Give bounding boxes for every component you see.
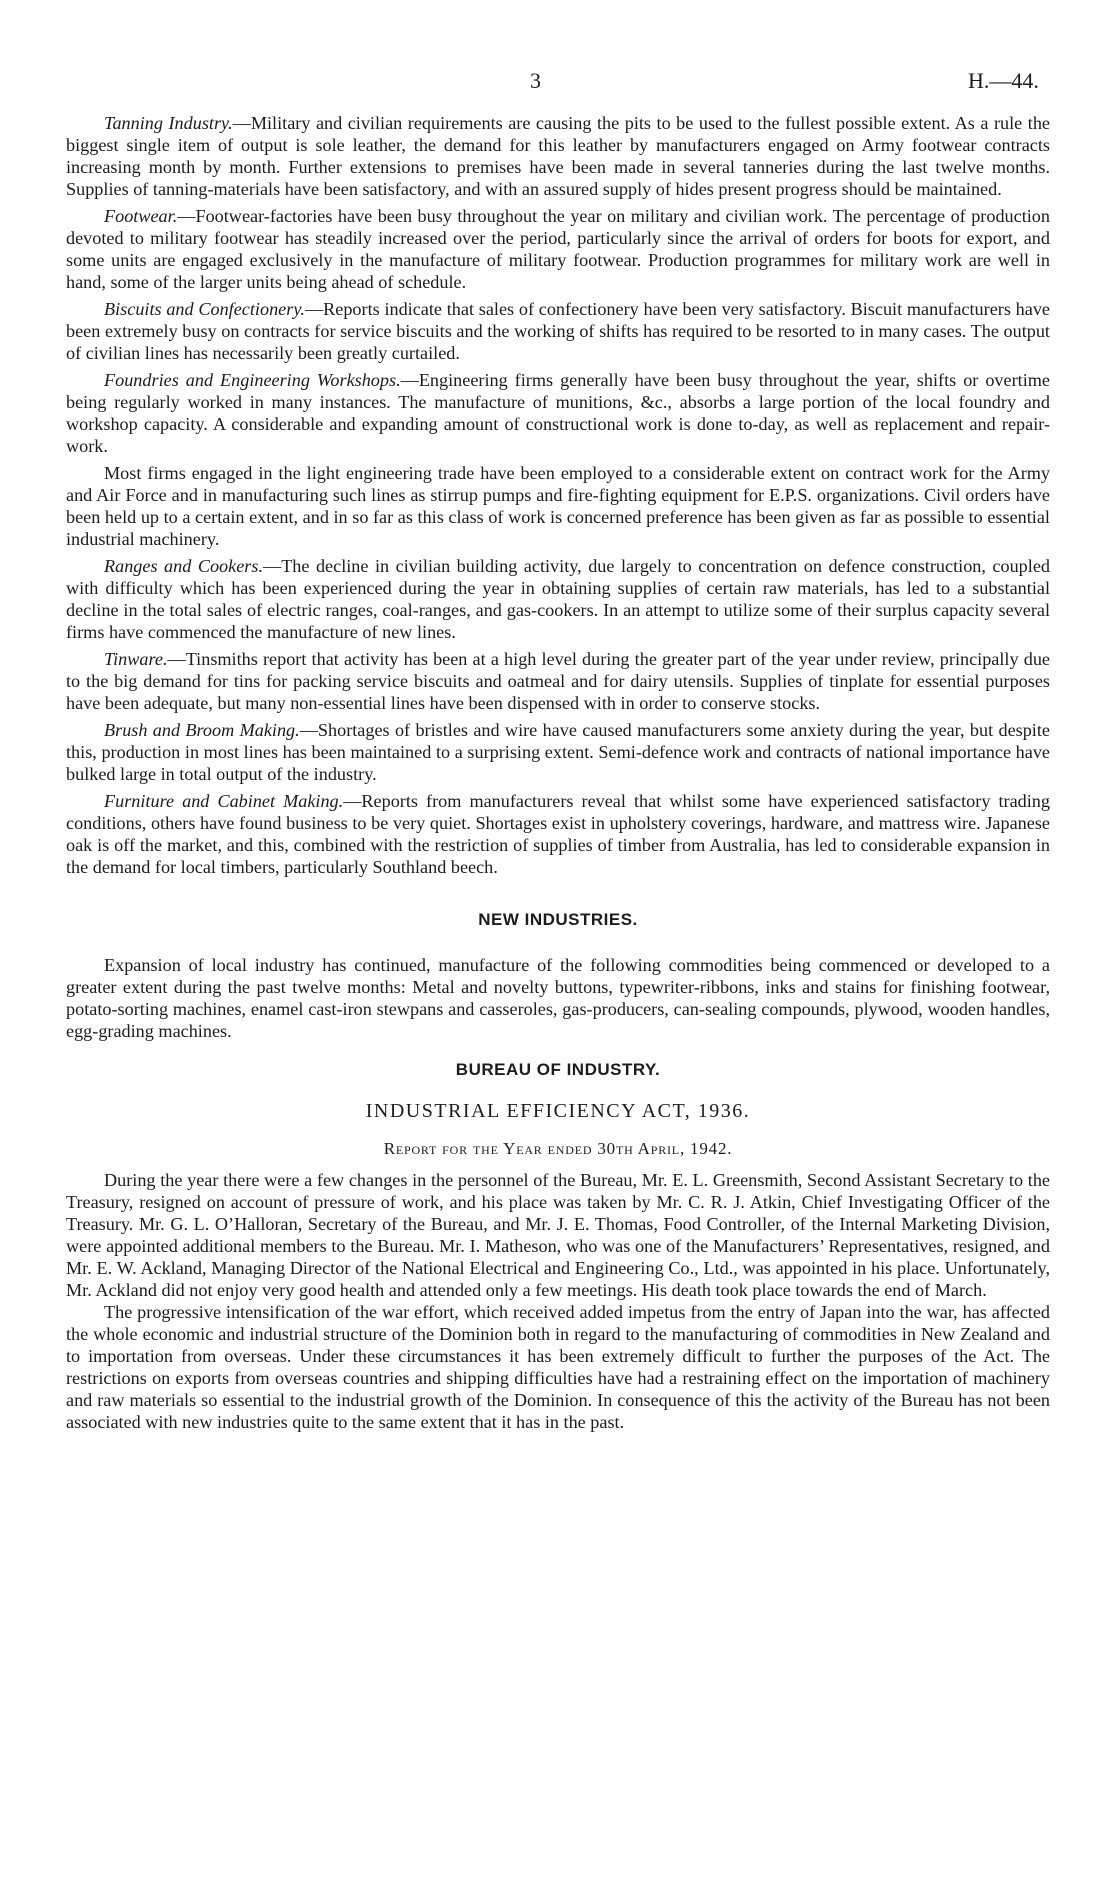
paragraph-tinware [66, 648, 1050, 714]
heading-new-industries: NEW INDUSTRIES. [478, 910, 638, 929]
paragraph-brush [66, 719, 1050, 785]
heading-report: Report for the Year ended 30th April, 1942. [383, 1139, 733, 1158]
paragraph-biscuits [66, 298, 1050, 364]
text-light-engineering: Most firms engaged in the light engineering trade have been employed to a considerable extent on contract work for the Army and Air Force and in manufacturing such lines as stirrup pumps and fire-fighting equipment for E.P.S. organizations. Civil orders have been held up to a certain extent, and in so far as this class of work is concerned preference has been given as far as possible to essential industrial machinery. [66, 463, 1050, 549]
document-reference: H.—44. [968, 68, 1039, 93]
page-number: 3 [530, 68, 541, 93]
paragraph-bureau-personnel: During the year there were a few changes in the personnel of the Bureau, Mr. E. L. Greensmith, Second Assistant Secretary to the Treasury, resigned on account of pressure of work, and his place was taken by Mr. C. R. J. Atkin, Chief Investigating Officer of the Treasury. Mr. G. L. O’Halloran, Secretary of the Bureau, and Mr. J. E. Thomas, Food Controller, of the Internal Marketing Division, were appointed additional members to the Bureau. Mr. I. Matheson, who was one of the Manufacturers’ Representatives, resigned, and Mr. E. W. Ackland, Managing Director of the National Electrical and Engineering Co., Ltd., was appointed in his place. Unfortunately, Mr. Ackland did not enjoy very good health and attended only a few meetings. His death took place towards the end of March. [66, 1170, 1050, 1300]
paragraph-new-industries: Expansion of local industry has continued, manufacture of the following commodities being commenced or developed to a greater extent during the past twelve months: Metal and novelty buttons, typewriter-ribbons, inks and stains for finishing footwear, potato-sorting machines, enamel cast-iron stewpans and casseroles, gas-producers, can-sealing compounds, plywood, wooden handles, egg-grading machines. [66, 955, 1050, 1041]
paragraph-foundries [66, 369, 1050, 457]
lead-furniture: Furniture and Cabinet Making. [104, 791, 344, 811]
lead-biscuits: Biscuits and Confectionery. [104, 299, 305, 319]
text-ranges: —The decline in civilian building activity, due largely to concentration on defence construction, coupled with difficulty which has been experienced during the year in obtaining supplies of certain raw materials, has led to a substantial decline in the total sales of electric ranges, coal-ranges, and gas-cookers. In an attempt to utilize some of their surplus capacity several firms have commenced the manufacture of new lines. [66, 556, 1050, 642]
lead-footwear: Footwear. [104, 206, 178, 226]
paragraph-ranges [66, 555, 1050, 643]
text-biscuits: —Reports indicate that sales of confectionery have been very satisfactory. Biscuit manufacturers have been extremely busy on contracts for service biscuits and the working of shifts has required to be resorted to in many cases. The output of civilian lines has necessarily been greatly curtailed. [66, 299, 1050, 363]
document-body [66, 112, 1050, 1433]
text-furniture: —Reports from manufacturers reveal that whilst some have experienced satisfactory trading conditions, others have found business to be very quiet. Shortages exist in upholstery coverings, hardware, and mattress wire. Japanese oak is off the market, and this, combined with the restriction of supplies of timber from Australia, has led to considerable expansion in the demand for local timbers, particularly Southland beech. [66, 791, 1050, 877]
heading-act: INDUSTRIAL EFFICIENCY ACT, 1936. [365, 1100, 751, 1122]
lead-tanning: Tanning Industry. [104, 113, 233, 133]
heading-bureau: BUREAU OF INDUSTRY. [455, 1060, 661, 1079]
paragraph-light-engineering [66, 462, 1050, 550]
paragraph-bureau-war-effort: The progressive intensification of the war effort, which received added impetus from the entry of Japan into the war, has affected the whole economic and industrial structure of the Dominion both in regard to the manufacturing of commodities in New Zealand and to importation from overseas. Under these circumstances it has been extremely difficult to further the purposes of the Act. The restrictions on exports from overseas countries and shipping difficulties have had a restraining effect on the importation of machinery and raw materials so essential to the industrial growth of the Dominion. In consequence of this the activity of the Bureau has not been associated with new industries quite to the same extent that it has in the past. [66, 1302, 1050, 1432]
lead-foundries: Foundries and Engineering Workshops. [104, 370, 401, 390]
text-brush: —Shortages of bristles and wire have caused manufacturers some anxiety during the year, but despite this, production in most lines has been maintained to a surprising extent. Semi-defence work and contracts of national importance have bulked large in total output of the industry. [66, 720, 1050, 784]
text-tanning: —Military and civilian requirements are causing the pits to be used to the fullest possible extent. As a rule the biggest single item of output is sole leather, the demand for this leather by manufacturers engaged on Army footwear contracts increasing month by month. Further extensions to premises have been made in several tanneries during the last twelve months. Supplies of tanning-materials have been satisfactory, and with an assured supply of hides present progress should be maintained. [66, 113, 1050, 199]
paragraph-tanning [66, 112, 1050, 200]
paragraph-footwear [66, 205, 1050, 293]
lead-ranges: Ranges and Cookers. [104, 556, 263, 576]
paragraph-furniture [66, 790, 1050, 878]
lead-tinware: Tinware. [104, 649, 168, 669]
text-foundries: —Engineering firms generally have been busy throughout the year, shifts or overtime being regularly worked in many instances. The manufacture of munitions, &c., absorbs a large portion of the local foundry and workshop capacity. A considerable and expanding amount of constructional work is done to-day, as well as replacement and repair-work. [66, 370, 1050, 456]
lead-brush: Brush and Broom Making. [104, 720, 300, 740]
text-footwear: —Footwear-factories have been busy throughout the year on military and civilian work. The percentage of production devoted to military footwear has steadily increased over the period, particularly since the arrival of orders for boots for export, and some units are engaged exclusively in the manufacture of military footwear. Production programmes for military work are well in hand, some of the larger units being ahead of schedule. [66, 206, 1050, 292]
text-tinware: —Tinsmiths report that activity has been at a high level during the greater part of the year under review, principally due to the big demand for tins for packing service biscuits and oatmeal and for dairy utensils. Supplies of tinplate for essential purposes have been adequate, but many non-essential lines have been dispensed with in order to conserve stocks. [66, 649, 1050, 713]
